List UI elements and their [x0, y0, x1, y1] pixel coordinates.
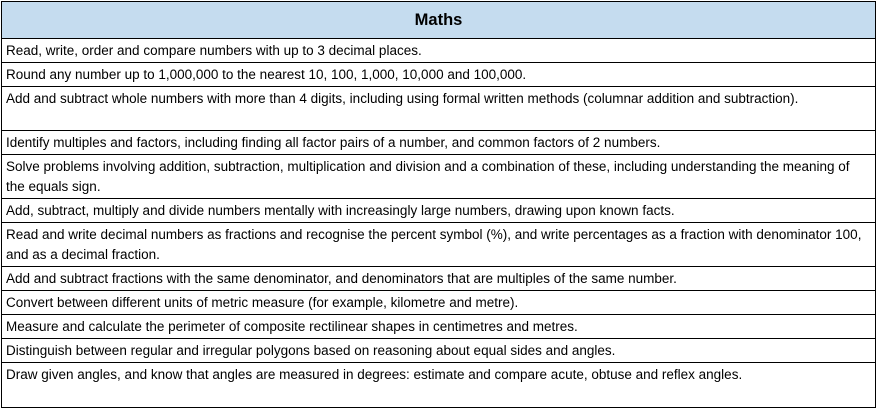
table-row: Round any number up to 1,000,000 to the nearest 10, 100, 1,000, 10,000 and 100,000. [2, 63, 875, 87]
table-row: Identify multiples and factors, including finding all factor pairs of a number, and common factors of 2 numbers. [2, 131, 875, 155]
table-row: Add and subtract fractions with the same denominator, and denominators that are multiples of the same number. [2, 267, 875, 291]
table-row: Read, write, order and compare numbers with up to 3 decimal places. [2, 39, 875, 63]
table-row: Measure and calculate the perimeter of composite rectilinear shapes in centimetres and metres. [2, 315, 875, 339]
table-row: Add, subtract, multiply and divide numbers mentally with increasingly large numbers, drawing upon known facts. [2, 199, 875, 223]
maths-objectives-table [1, 1, 876, 408]
table-row: Convert between different units of metric measure (for example, kilometre and metre). [2, 291, 875, 315]
table-row: Draw given angles, and know that angles are measured in degrees: estimate and compare acute, obtuse and reflex angles. [6, 367, 743, 382]
table-row: Distinguish between regular and irregular polygons based on reasoning about equal sides and angles. [2, 339, 875, 363]
table-header-maths: Maths [2, 2, 875, 39]
table-row: Solve problems involving addition, subtraction, multiplication and division and a combination of these, including understanding the meaning of the equals sign. [2, 155, 875, 199]
table-row: Add and subtract whole numbers with more than 4 digits, including using formal written methods (columnar addition and subtraction). [2, 87, 875, 131]
table-row: Read and write decimal numbers as fractions and recognise the percent symbol (%), and write percentages as a fraction with denominator 100, and as a decimal fraction. [2, 223, 875, 267]
